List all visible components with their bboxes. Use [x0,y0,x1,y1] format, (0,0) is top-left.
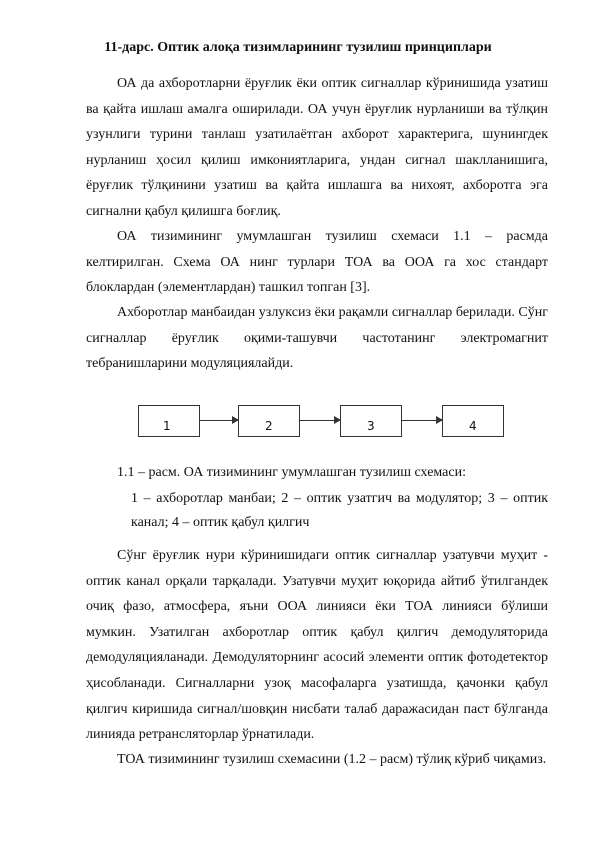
figure-legend: 1 – ахборотлар манбаи; 2 – оптик узатгич ва модулятор; 3 – оптик канал; 4 – оптик қабул қилгич [131,491,548,530]
paragraph-channel: Сўнг ёруғлик нури кўринишидаги оптик сигналлар узатувчи муҳит - оптик канал орқали тарқалади. Узатувчи муҳит юқорида айтиб ўтилгандек очиқ фазо, атмосфера, яъни ООА линияси ёки ТОА линияси бўлиши мумкин. Узатилган ахборотлар оптик қабул қилгич демодуляторида демодуляцияланади. Демодуляторнинг асосий элементи оптик фотодетектор ҳисобланади. Сигналларни узоқ масофаларга узатишда, қачонки қабул қилгич киришида сигнал/шовқин нисбати талаб даражасидан паст бўлганда линияда ретрансляторлар ўрнатилади. [86,548,548,743]
block-transmitter [238,405,300,437]
page-title: 11-дарс. Оптик алоқа тизимларининг тузилиш принциплари [104,40,492,55]
block-source [138,405,200,437]
block-label-4: 4 [469,419,477,433]
block-channel [340,405,402,437]
figure-caption: 1.1 – расм. ОА тизимининг умумлашган тузилиш схемаси: [117,465,466,480]
paragraph-intro: ОА да ахборотларни ёруғлик ёки оптик сигналлар кўринишида узатиш ва қайта ишлаш амалга оширилади. ОА учун ёруғлик нурланиши ва тўлқин узунлиги турини танлаш узатилаётган ахборот характерига, шунингдек нурланиш ҳосил қилиш имкониятларига, ундан сигнал шаклланишига, ёруғлик тўлқинини узатиш ва қайта ишлашга ва нихоят, ахборотга эга сигнални қабул қилишга боғлиқ. [86,76,548,219]
paragraph-next: ТОА тизимининг тузилиш схемасини (1.2 – расм) тўлиқ кўриб чиқамиз. [117,752,547,767]
paragraph-modulation: Ахборотлар манбаидан узлуксиз ёки рақамли сигналлар берилади. Сўнг сигналлар ёруғлик оқими-ташувчи частотанинг электромагнит тебранишларини модуляциялайди. [86,305,548,372]
block-diagram [130,398,510,450]
block-receiver [442,405,504,437]
paragraph-scheme: ОА тизимининг умумлашган тузилиш схемаси 1.1 – расмда келтирилган. Схема ОА нинг турлари ТОА ва ООА га хос стандарт блоклардан (элементлардан) ташкил топган [3]. [86,229,548,296]
arrow-3-4 [402,420,442,421]
block-label-2: 2 [265,419,273,433]
arrow-2-3 [300,420,340,421]
block-label-1: 1 [163,419,171,433]
block-label-3: 3 [367,419,375,433]
arrow-1-2 [200,420,238,421]
